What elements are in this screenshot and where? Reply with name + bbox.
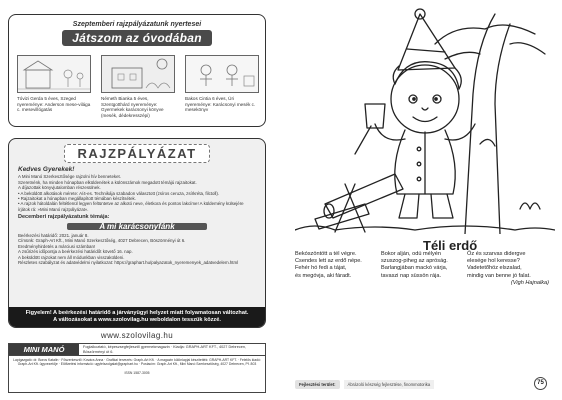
contest-paragraph: A díjazottak könyvjutalomban részesülnek. [18,185,101,191]
winners-header [9,21,265,47]
contest-paragraph: A Mini Manó Szerkesztősége rajzolni hív benneteket. [18,174,121,180]
winner-drawing-image [185,55,259,93]
poem-line: tavaszi nap süssön rája. [381,272,442,279]
contest-detail: A beküldött rajzokat nem áll módunkban visszaküldeni. [18,254,125,260]
page-number: 75 [534,377,547,390]
poem-line: Őz és szarvas didergve [467,251,526,257]
winner-item [185,55,259,118]
footer-text: Ábrázoló készség fejlesztése, finommotorika [344,380,435,389]
poem-author: (Vigh Hajnalka) [510,279,549,286]
website-link[interactable]: www.szolovilag.hu [100,331,174,340]
poem-line: Bokor alján, odú mélyén [381,251,442,257]
poem-line: Bekószöntött a tél végre. [295,251,357,257]
poem-stanza [467,251,549,287]
poem-line: Fehér hó fedi a tájat, [295,265,347,272]
poem-line: mindig van benne jó falat. [467,272,531,279]
imprint-body: Lapigazgató: dr. Boros Katalin · Főszerkesztő: Kovács Anna · Grafikai tervezés: Graph-Art Kft. · A magazin különlapjai készítették: GRAPH-ART KFT. · Felelős kiadó: Graph-Art Kft. ügyvezetője · Előfizetési információ: ugyfelszolgalat@graphart.hu · Postacím: Graph-Art Kft., Mini Manó Szerkesztőség, 4027 Debrecen, Pf. 803 [13,358,261,367]
winner-drawing-image [17,55,91,93]
poem-line: és megóvja, aki fáradt. [295,272,352,279]
poem-line: Csendes lett az erdő népe. [295,258,362,265]
contest-notice [9,307,265,327]
footer-tag: Fejlesztési terület: [295,380,340,389]
notice-line: Figyelem! A beérkezési határidő a járványügyi helyzet miatt folyamatosan változhat. [25,310,249,316]
coloring-illustration [295,4,555,234]
contest-theme: A mi karácsonyfánk [67,223,207,230]
contest-detail: Címünk: Graph-Art Kft., Mini Manó Szerkesztőség, 4027 Debrecen, Böszörményi út 6. [18,238,186,244]
contest-detail: Részletes szabályzat és adatvédelmi nyilatkozat: https://graphart.hu/palyazatok_nyeremenyek_adatvedelem.html [18,260,239,266]
contest-detail: Eredményhirdetés a márciusi számban! [18,243,96,249]
contest-paragraph: • A beküldött alkotások mérete: A/4-es. Technikája szabadon választott (zsíros ceruza, zsírkréta, filctoll). [18,190,220,196]
winners-subtitle: Szeptemberi rajzpályázatunk nyertesei [72,21,202,28]
contest-body [9,163,265,266]
winners-box [8,14,266,127]
imprint-box [8,343,266,393]
imprint-publisher: Foglalkoztató, képeszsegfejlesztő gyermekmagazin · Kiadja: GRAPH-ART KFT., 4027 Debrecen, Böszörményi út 6. [83,345,246,354]
imprint-issn: ISSN 1587-3005 [124,370,150,375]
poem-line: elesége hol keresse? [467,258,520,265]
winner-caption: Németh Bianka 5 éves, Szentgotthárd nyereménye: Gyermekek karácsonyi könyve (mesék, dédekresszépi) [101,96,164,118]
contest-detail: Beérkezési határidő: 2021. január 8. [18,233,89,239]
poem-stanza [381,251,463,280]
right-page [281,0,562,400]
magazine-logo: MINI MANÓ [9,344,79,355]
contest-paragraph: • Rajzaitokat a hónapban megállapított témában készítsétek. [18,196,136,202]
winner-caption: Bakos Cintia 6 éves, Úri nyereménye: Karácsonyi mesék c. mesekönyv [185,96,256,113]
page-footer [295,378,551,390]
poem-line: szuszog-piheg az apróság. [381,258,448,265]
contest-paragraph: • A rajzok hátoldalán feltétlenül legyen feltüntetve az alkotó neve, életkora és pontos lakcíme! A küldemény külsejére írjátok rá: »Mini Manó rajzpályázat«. [18,201,244,212]
winner-drawing-image [101,55,175,93]
notice-line: A változásokat a www.szolovilag.hu weboldalon tesszük közzé. [53,317,221,323]
winner-caption: Tóvizi Gerda 5 éves, Szeged nyereménye: Anderson mese-világa c. mesevillógatás [17,96,91,113]
winner-item [101,55,175,118]
contest-box [8,138,266,328]
contest-title-text: RAJZPÁLYÁZAT [64,144,209,163]
contest-greeting: Kedves Gyerekek! [18,166,75,173]
story-title: Téli erdő [423,238,478,253]
imprint-header [9,344,265,356]
contest-title [9,144,265,163]
poem-stanza [295,251,377,280]
poem-line: Vadetetőhöz elszalad, [467,265,522,272]
contest-detail: A zsűrizés időpontja a beérkezési határidőt követő 16. nap. [18,249,133,255]
winner-gallery [17,55,259,118]
contest-theme-heading: Decemberi rajzpályázatunk témája: [18,214,110,221]
contest-paragraph: Szeretnénk, ha minden hónapban elküldenétek a különszámok megadott témájú rajzaitokat. [18,179,197,185]
poem-line: Barlangjában mackó várja, [381,265,448,272]
winner-item [17,55,91,118]
winners-title: Játszom az óvodában [62,30,212,46]
